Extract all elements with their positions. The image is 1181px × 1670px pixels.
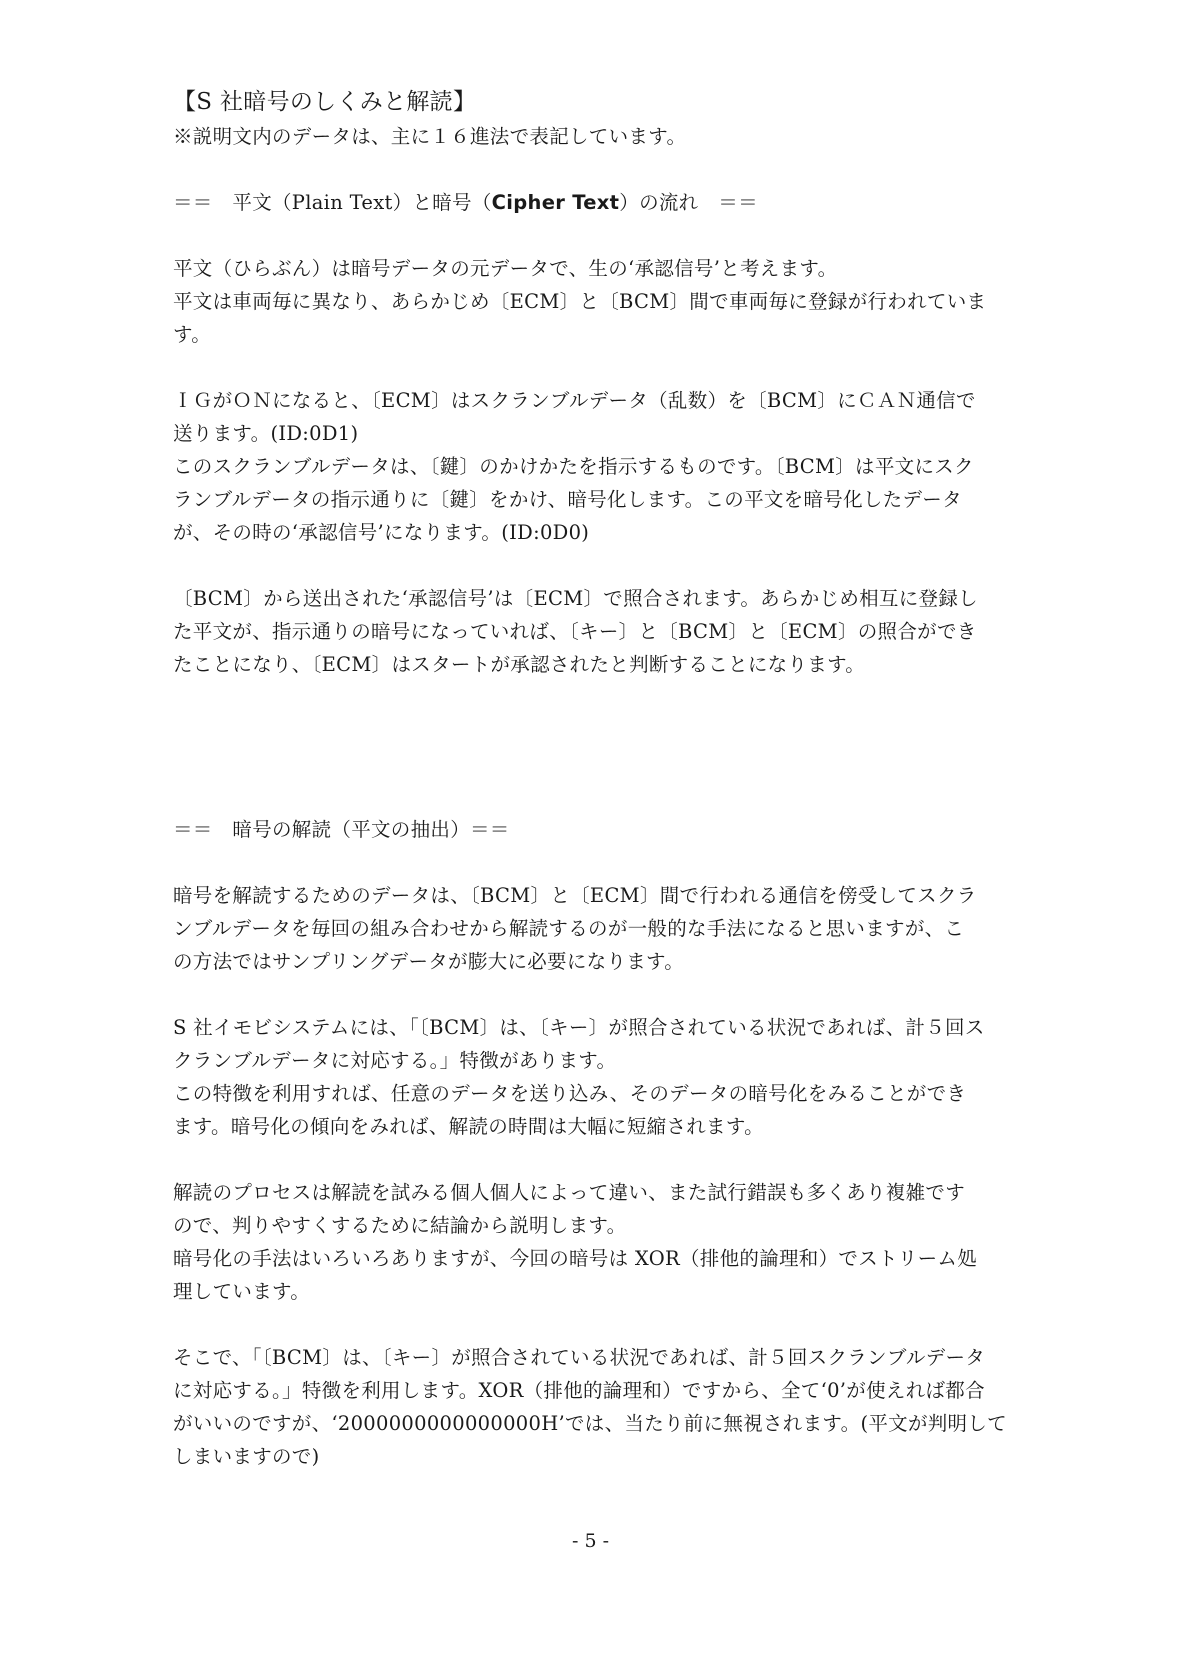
text-line: 暗号化の手法はいろいろありますが、今回の暗号は XOR（排他的論理和）でストリーム処 [173, 1247, 978, 1270]
document-title: 【S 社暗号のしくみと解読】 [173, 89, 477, 115]
section-heading-flow-prefix: ＝＝ 平文（Plain Text）と暗号（ [173, 191, 492, 214]
paragraph-xor-usage [173, 1341, 1021, 1473]
text-line: ます。暗号化の傾向をみれば、解読の時間は大幅に短縮されます。 [173, 1115, 764, 1138]
text-line: ＩＧがＯＮになると、〔ECM〕はスクランブルデータ（乱数）を〔BCM〕にＣＡＮ通信で [173, 389, 976, 412]
text-line: 〔BCM〕から送出された‘承認信号’は〔ECM〕で照合されます。あらかじめ相互に登録し [173, 587, 978, 610]
text-line: ので、判りやすくするために結論から説明します。 [173, 1214, 627, 1237]
paragraph-plaintext [173, 252, 1021, 351]
text-line: そこで、「〔BCM〕は、〔キー〕が照合されている状況であれば、計５回スクランブルデータ [173, 1346, 986, 1369]
text-line: がいいのですが、‘2000000000000000H’では、当たり前に無視されます。(平文が判明して [173, 1412, 1007, 1435]
paragraph-decryption-method [173, 879, 1021, 978]
paragraph-scramble [173, 384, 1021, 549]
text-line: 平文は車両毎に異なり、あらかじめ〔ECM〕と〔BCM〕間で車両毎に登録が行われていま [173, 290, 987, 313]
paragraph-immobilizer-feature [173, 1011, 1021, 1143]
text-line: S 社イモビシステムには、「〔BCM〕は、〔キー〕が照合されている状況であれば、計５回ス [173, 1016, 985, 1039]
text-line: 暗号を解読するためのデータは、〔BCM〕と〔ECM〕間で行われる通信を傍受してスクラ [173, 884, 977, 907]
text-line: す。 [173, 323, 212, 346]
section-heading-flow [173, 186, 1021, 219]
page-number: - 5 - [571, 1530, 609, 1552]
text-line: ンブルデータを毎回の組み合わせから解読するのが一般的な手法になると思いますが、こ [173, 917, 965, 940]
text-line: このスクランブルデータは、〔鍵〕のかけかたを指示するものです。〔BCM〕は平文にスク [173, 455, 974, 478]
text-line: 送ります。(ID:0D1) [173, 422, 359, 445]
text-line: 平文（ひらぶん）は暗号データの元データで、生の‘承認信号’と考えます。 [173, 257, 838, 280]
text-line: に対応する。」特徴を利用します。XOR（排他的論理和）ですから、全て‘0’が使えれば都合 [173, 1379, 985, 1402]
section-heading-decryption: ＝＝ 暗号の解読（平文の抽出）＝＝ [173, 818, 510, 841]
text-line: クランブルデータに対応する。」特徴があります。 [173, 1049, 617, 1072]
text-line: ランブルデータの指示通りに〔鍵〕をかけ、暗号化します。この平文を暗号化したデータ [173, 488, 962, 511]
text-line: の方法ではサンプリングデータが膨大に必要になります。 [173, 950, 685, 973]
paragraph-process [173, 1176, 1021, 1308]
section-heading-flow-suffix: ）の流れ ＝＝ [619, 191, 758, 214]
page-content [173, 84, 1021, 1473]
text-line: しまいますので) [173, 1445, 320, 1468]
text-line: が、その時の‘承認信号’になります。(ID:0D0) [173, 521, 590, 544]
text-line: た平文が、指示通りの暗号になっていれば、〔キー〕と〔BCM〕と〔ECM〕の照合ができ [173, 620, 977, 643]
text-line: 解読のプロセスは解読を試みる個人個人によって違い、また試行錯誤も多くあり複雑です [173, 1181, 966, 1204]
notation-note: ※説明文内のデータは、主に１６進法で表記しています。 [173, 125, 687, 148]
text-line: 理しています。 [173, 1280, 311, 1303]
text-line: たことになり、〔ECM〕はスタートが承認されたと判断することになります。 [173, 653, 866, 676]
section-heading-flow-bold: Cipher Text [491, 191, 620, 214]
text-line: この特徴を利用すれば、任意のデータを送り込み、そのデータの暗号化をみることができ [173, 1082, 967, 1105]
paragraph-verification [173, 582, 1021, 681]
